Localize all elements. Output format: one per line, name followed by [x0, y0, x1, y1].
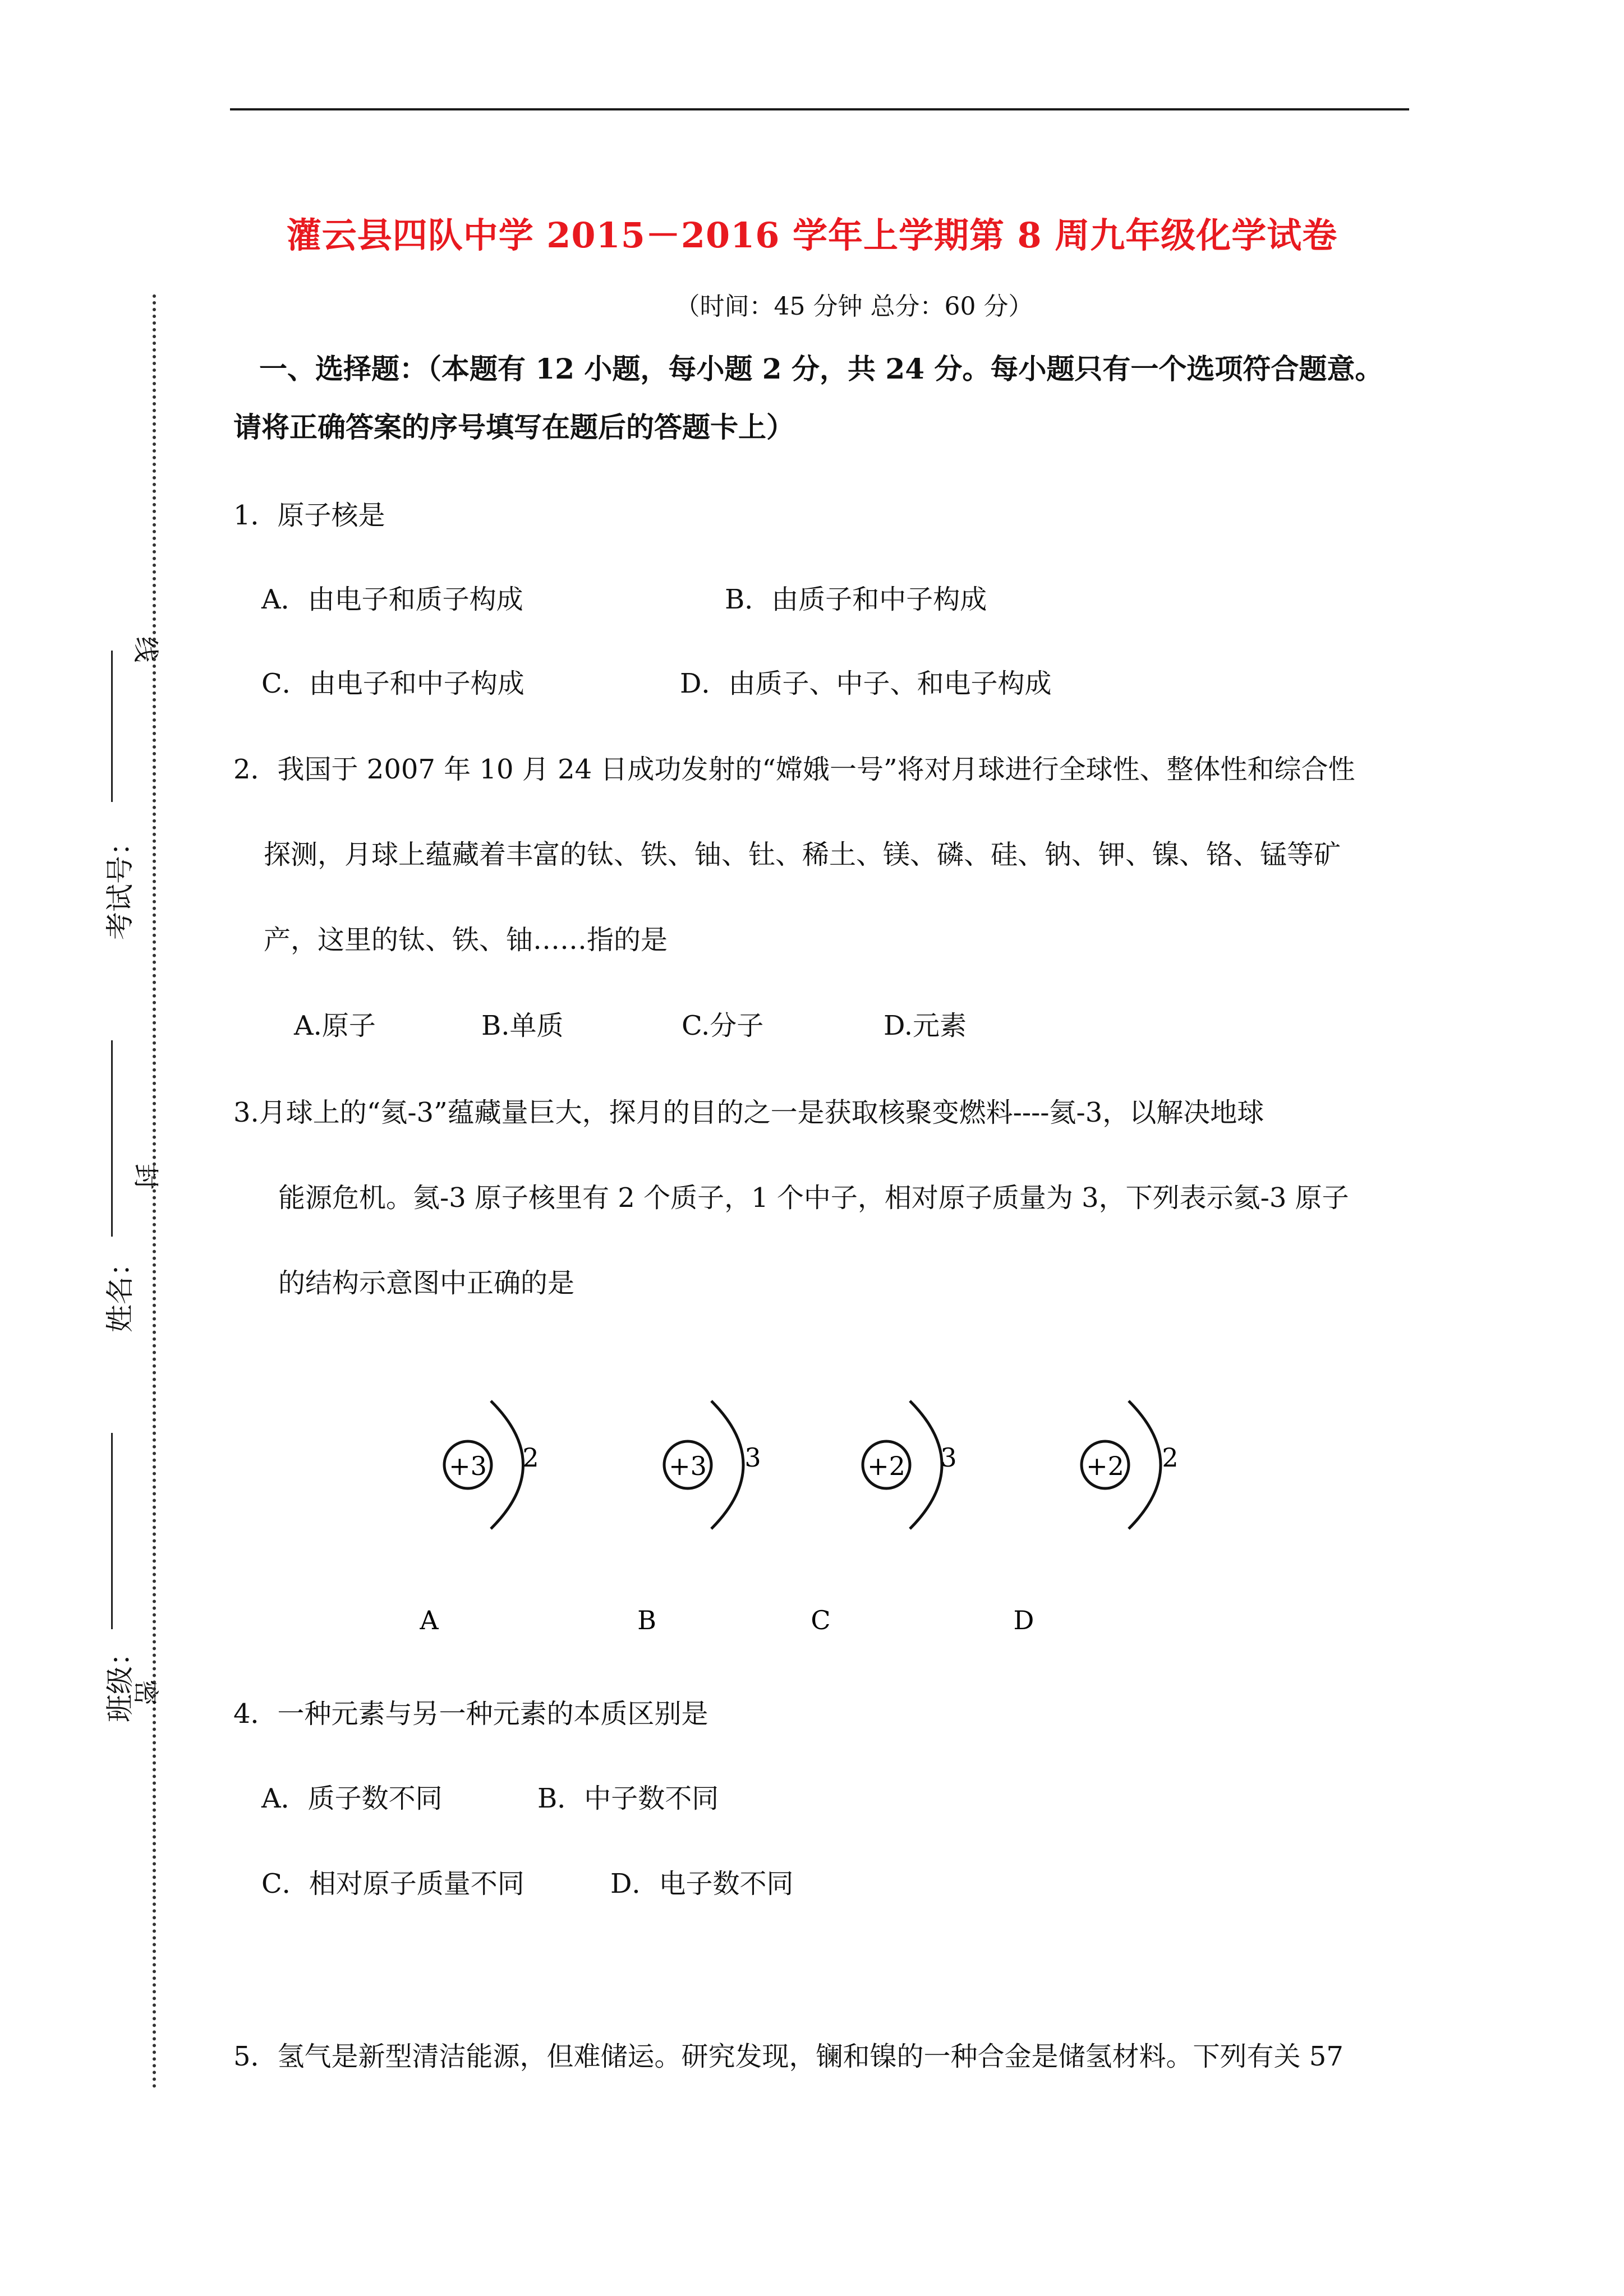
class-label: 班级： — [104, 1638, 136, 1722]
name-label: 姓名： — [104, 1248, 136, 1333]
q2-option-c: C.分子 — [682, 1010, 764, 1041]
q4-option-c: C．相对原子质量不同 — [261, 1868, 525, 1899]
q1-option-c: C．由电子和中子构成 — [261, 668, 525, 699]
page-subtitle: （时间：45 分钟 总分：60 分） — [675, 292, 1033, 321]
atom-diagram-c — [811, 1401, 956, 1635]
q2-line-1: 2．我国于 2007 年 10 月 24 日成功发射的“嫦娥一号”将对月球进行全球性、整体性和综合性 — [233, 754, 1355, 785]
q1-option-b: B．由质子和中子构成 — [725, 584, 987, 615]
atom-diagram-a — [419, 1401, 539, 1635]
atom-b-electrons: 3 — [744, 1442, 761, 1473]
q4-stem: 4．一种元素与另一种元素的本质区别是 — [233, 1698, 709, 1730]
binding-mark-line: 线 — [131, 637, 161, 662]
q3-line-2: 能源危机。氦-3 原子核里有 2 个质子，1 个中子，相对原子质量为 3，下列表示氦-3 原子 — [278, 1182, 1349, 1214]
binding-mark-secret: 密 — [131, 1680, 161, 1705]
atom-c-electrons: 3 — [940, 1442, 957, 1473]
atom-d-label: D — [1013, 1605, 1034, 1635]
atom-a-electrons: 2 — [522, 1442, 539, 1473]
atom-d-nucleus: +2 — [1086, 1451, 1124, 1481]
atom-diagram-b — [637, 1401, 761, 1635]
q4-option-d: D．电子数不同 — [610, 1868, 794, 1899]
section-1-heading: 一、选择题：（本题有 12 小题，每小题 2 分，共 24 分。每小题只有一个选项符合题意。 — [259, 352, 1383, 385]
q5-line-1: 5．氢气是新型清洁能源，但难储运。研究发现，镧和镍的一种合金是储氢材料。下列有关 57 — [233, 2041, 1344, 2072]
q4-option-a: A．质子数不同 — [261, 1783, 443, 1814]
q3-line-1: 3.月球上的“氦-3”蕴藏量巨大，探月的目的之一是获取核聚变燃料----氦-3，以解决地球 — [233, 1097, 1264, 1128]
atom-c-label: C — [811, 1605, 831, 1635]
section-1-heading-cont: 请将正确答案的序号填写在题后的答题卡上） — [233, 411, 794, 444]
q2-option-b: B.单质 — [481, 1010, 564, 1041]
atom-a-nucleus: +3 — [449, 1451, 487, 1481]
q1-option-a: A．由电子和质子构成 — [261, 584, 523, 615]
atom-b-label: B — [637, 1605, 656, 1635]
q1-stem: 1．原子核是 — [233, 500, 385, 531]
q4-option-b: B．中子数不同 — [537, 1783, 719, 1814]
q2-line-3: 产，这里的钛、铁、铀……指的是 — [264, 924, 668, 956]
q1-option-d: D．由质子、中子、和电子构成 — [680, 668, 1052, 699]
atom-b-nucleus: +3 — [669, 1451, 707, 1481]
page-title: 灌云县四队中学 2015－2016 学年上学期第 8 周九年级化学试卷 — [286, 215, 1338, 256]
binding-mark-seal: 封 — [131, 1164, 161, 1190]
atom-diagram-d — [1014, 1401, 1179, 1635]
q2-option-d: D.元素 — [884, 1010, 967, 1041]
atom-c-nucleus: +2 — [867, 1451, 905, 1481]
atom-a-label: A — [420, 1605, 439, 1635]
atom-d-electrons: 2 — [1162, 1442, 1179, 1473]
q2-line-2: 探测，月球上蕴藏着丰富的钛、铁、铀、钍、稀土、镁、磷、硅、钠、钾、镍、铬、锰等矿 — [264, 839, 1341, 870]
q3-line-3: 的结构示意图中正确的是 — [278, 1267, 575, 1299]
exam-no-label: 考试号： — [104, 828, 136, 940]
q2-option-a: A.原子 — [294, 1010, 376, 1041]
